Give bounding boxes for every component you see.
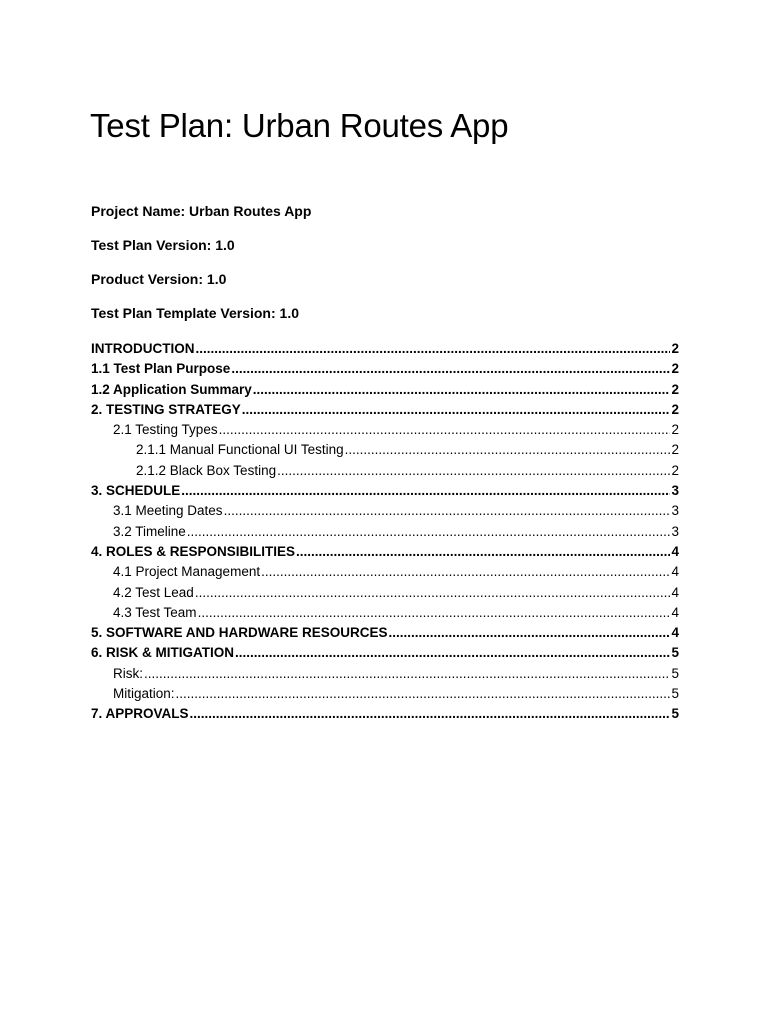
product-version-line: Product Version: 1.0 <box>91 271 227 287</box>
toc-dot-leader <box>345 441 671 459</box>
toc-entry[interactable] <box>91 360 679 380</box>
toc-entry-page-number: 2 <box>671 361 679 377</box>
toc-dot-leader <box>224 502 671 520</box>
toc-entry[interactable] <box>91 665 679 685</box>
toc-dot-leader <box>219 421 671 439</box>
toc-entry-page-number: 2 <box>671 401 679 417</box>
toc-entry-label: 3.1 Meeting Dates <box>113 503 223 519</box>
toc-dot-leader <box>187 523 671 541</box>
toc-entry-page-number: 2 <box>671 462 679 478</box>
toc-entry-label: 2. TESTING STRATEGY <box>91 401 241 417</box>
toc-dot-leader <box>195 584 671 602</box>
toc-dot-leader <box>242 401 671 419</box>
toc-entry[interactable] <box>91 624 679 644</box>
toc-entry[interactable] <box>91 462 679 482</box>
toc-entry[interactable] <box>91 421 679 441</box>
toc-entry-page-number: 2 <box>671 422 679 438</box>
toc-entry-label: 7. APPROVALS <box>91 706 189 722</box>
toc-entry[interactable] <box>91 705 679 725</box>
toc-entry[interactable] <box>91 340 679 360</box>
toc-dot-leader <box>277 462 670 480</box>
table-of-contents <box>91 340 679 726</box>
toc-dot-leader <box>231 360 670 378</box>
toc-entry[interactable] <box>91 381 679 401</box>
toc-entry-label: 1.2 Application Summary <box>91 381 252 397</box>
toc-entry[interactable] <box>91 401 679 421</box>
toc-entry-label: 4.1 Project Management <box>113 564 261 580</box>
toc-entry-page-number: 5 <box>671 665 679 681</box>
toc-entry-label: 2.1.2 Black Box Testing <box>136 462 277 478</box>
toc-entry-page-number: 5 <box>671 686 679 702</box>
toc-entry-label: 6. RISK & MITIGATION <box>91 645 235 661</box>
toc-entry-page-number: 2 <box>671 341 679 356</box>
toc-entry-page-number: 4 <box>671 625 679 641</box>
toc-entry-page-number: 4 <box>671 543 679 559</box>
toc-entry-page-number: 5 <box>671 645 679 661</box>
toc-entry[interactable] <box>91 685 679 705</box>
toc-entry[interactable] <box>91 523 679 543</box>
toc-entry-page-number: 4 <box>671 604 679 620</box>
toc-entry-label: 5. SOFTWARE AND HARDWARE RESOURCES <box>91 625 388 641</box>
document-meta <box>91 203 311 339</box>
toc-entry-page-number: 2 <box>671 442 679 458</box>
toc-dot-leader <box>198 604 671 622</box>
toc-dot-leader <box>261 563 670 581</box>
document-title: Test Plan: Urban Routes App <box>90 107 509 144</box>
template-version-line: Test Plan Template Version: 1.0 <box>91 305 299 321</box>
toc-entry[interactable] <box>91 644 679 664</box>
toc-entry[interactable] <box>91 584 679 604</box>
toc-entry-label: Risk: <box>113 665 143 681</box>
toc-entry-label: 3.2 Timeline <box>113 523 186 539</box>
toc-dot-leader <box>296 543 670 561</box>
toc-dot-leader <box>190 705 671 723</box>
toc-entry-page-number: 5 <box>671 706 679 722</box>
toc-entry-page-number: 3 <box>671 483 679 499</box>
toc-entry[interactable] <box>91 563 679 583</box>
project-name-line: Project Name: Urban Routes App <box>91 203 312 219</box>
toc-entry-label: 1.1 Test Plan Purpose <box>91 361 231 377</box>
toc-dot-leader <box>181 482 670 500</box>
toc-entry[interactable] <box>91 604 679 624</box>
toc-entry-label: Mitigation: <box>113 686 175 702</box>
toc-entry-page-number: 4 <box>671 564 679 580</box>
toc-entry-label: 4.3 Test Team <box>113 604 197 620</box>
toc-entry-label: 4. ROLES & RESPONSIBILITIES <box>91 543 296 559</box>
toc-dot-leader <box>235 644 670 662</box>
toc-entry-page-number: 3 <box>671 503 679 519</box>
toc-entry-page-number: 2 <box>671 381 679 397</box>
toc-entry[interactable] <box>91 482 679 502</box>
toc-entry[interactable] <box>91 441 679 461</box>
toc-entry-page-number: 4 <box>671 584 679 600</box>
toc-dot-leader <box>176 685 671 703</box>
toc-entry[interactable] <box>91 543 679 563</box>
toc-entry-label: 3. SCHEDULE <box>91 483 181 499</box>
toc-entry-label: INTRODUCTION <box>91 341 195 356</box>
toc-entry-page-number: 3 <box>671 523 679 539</box>
toc-dot-leader <box>144 665 670 683</box>
toc-entry-label: 2.1.1 Manual Functional UI Testing <box>136 442 344 458</box>
toc-dot-leader <box>196 340 671 358</box>
test-plan-version-line: Test Plan Version: 1.0 <box>91 237 235 253</box>
toc-entry[interactable] <box>91 502 679 522</box>
toc-entry-label: 2.1 Testing Types <box>113 422 218 438</box>
toc-dot-leader <box>253 381 671 399</box>
toc-entry-label: 4.2 Test Lead <box>113 584 194 600</box>
toc-dot-leader <box>389 624 671 642</box>
